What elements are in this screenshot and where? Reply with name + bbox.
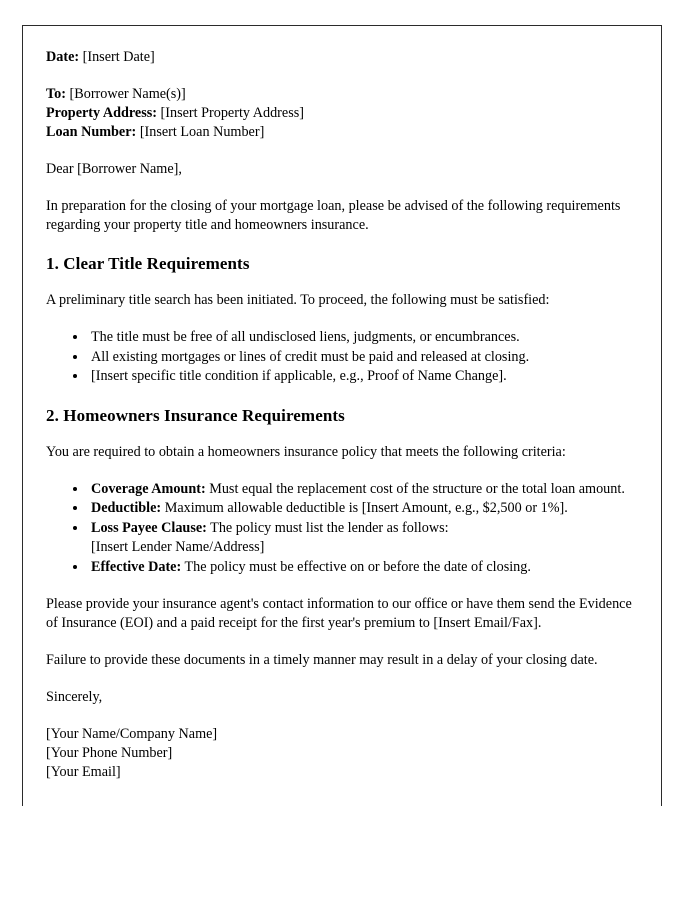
section-1-bullet-list [46, 328, 637, 387]
date-line [46, 48, 637, 67]
document-page [22, 25, 662, 806]
closing-paragraph-2-block [46, 651, 637, 670]
closing-paragraph-2: Failure to provide these documents in a timely manner may result in a delay of your closing date. [46, 652, 598, 668]
intro-block [46, 197, 637, 235]
section-2-bullet-list [46, 480, 637, 578]
signature-block [46, 725, 637, 782]
list-item-label: Coverage Amount: [91, 480, 206, 497]
signature-phone: [Your Phone Number] [46, 745, 173, 761]
signoff: Sincerely, [46, 689, 103, 705]
list-item: • The title must be free of all undisclosed liens, judgments, or encumbrances. [88, 328, 637, 348]
section-1-intro: A preliminary title search has been initiated. To proceed, the following must be satisfied: [46, 292, 550, 308]
to-value: [Borrower Name(s)] [69, 86, 186, 102]
date-value: [Insert Date] [82, 49, 155, 65]
loan-number-label: Loan Number: [46, 124, 137, 140]
salutation-block [46, 160, 637, 179]
property-address-value: [Insert Property Address] [160, 105, 304, 121]
list-item [88, 519, 637, 558]
section-2-heading: 2. Homeowners Insurance Requirements [46, 405, 345, 425]
date-block [46, 48, 637, 67]
intro-paragraph: In preparation for the closing of your mortgage loan, please be advised of the following requirements regarding your property title and homeowners insurance. [46, 198, 621, 233]
section-2-intro: You are required to obtain a homeowners insurance policy that meets the following criteria: [46, 443, 566, 460]
section-2-intro-block [46, 443, 637, 462]
closing-paragraph-1: Please provide your insurance agent's contact information to our office or have them send the Evidence of Insurance (EOI) and a paid receipt for the first year's premium to [Insert Email/Fax]. [46, 596, 632, 631]
signoff-block [46, 688, 637, 707]
list-item-label: Effective Date: [91, 558, 182, 575]
list-item [88, 558, 637, 578]
recipient-block [46, 85, 637, 142]
section-1-intro-block [46, 291, 637, 310]
document-body [23, 26, 661, 782]
list-item [88, 499, 637, 519]
list-item: • All existing mortgages or lines of credit must be paid and released at closing. [88, 348, 637, 368]
property-address-label: Property Address: [46, 105, 157, 121]
section-1-heading: 1. Clear Title Requirements [46, 254, 250, 273]
list-item-label: Deductible: [91, 500, 162, 516]
date-label: Date: [46, 49, 80, 65]
list-item [88, 480, 637, 500]
list-item: • [Insert specific title condition if applicable, e.g., Proof of Name Change]. [88, 367, 637, 387]
closing-paragraph-1-block [46, 595, 637, 633]
property-address-line [46, 104, 637, 123]
salutation: Dear [Borrower Name], [46, 161, 182, 177]
signature-email: [Your Email] [46, 764, 121, 780]
list-item-label: Loss Payee Clause: [91, 519, 207, 536]
signature-name: [Your Name/Company Name] [46, 726, 218, 742]
loan-number-line [46, 123, 637, 142]
to-line [46, 85, 637, 104]
loan-number-value: [Insert Loan Number] [139, 124, 265, 140]
list-item-text: The policy must list the lender as follows: [206, 519, 449, 536]
list-item-text: Must equal the replacement cost of the structure or the total loan amount. [205, 480, 625, 497]
list-item-text: Maximum allowable deductible is [Insert Amount, e.g., $2,500 or 1%]. [161, 500, 568, 516]
to-label: To: [46, 86, 66, 102]
list-item-text: The policy must be effective on or before the date of closing. [181, 558, 531, 575]
list-item-extra-line: [Insert Lender Name/Address] [91, 539, 265, 555]
